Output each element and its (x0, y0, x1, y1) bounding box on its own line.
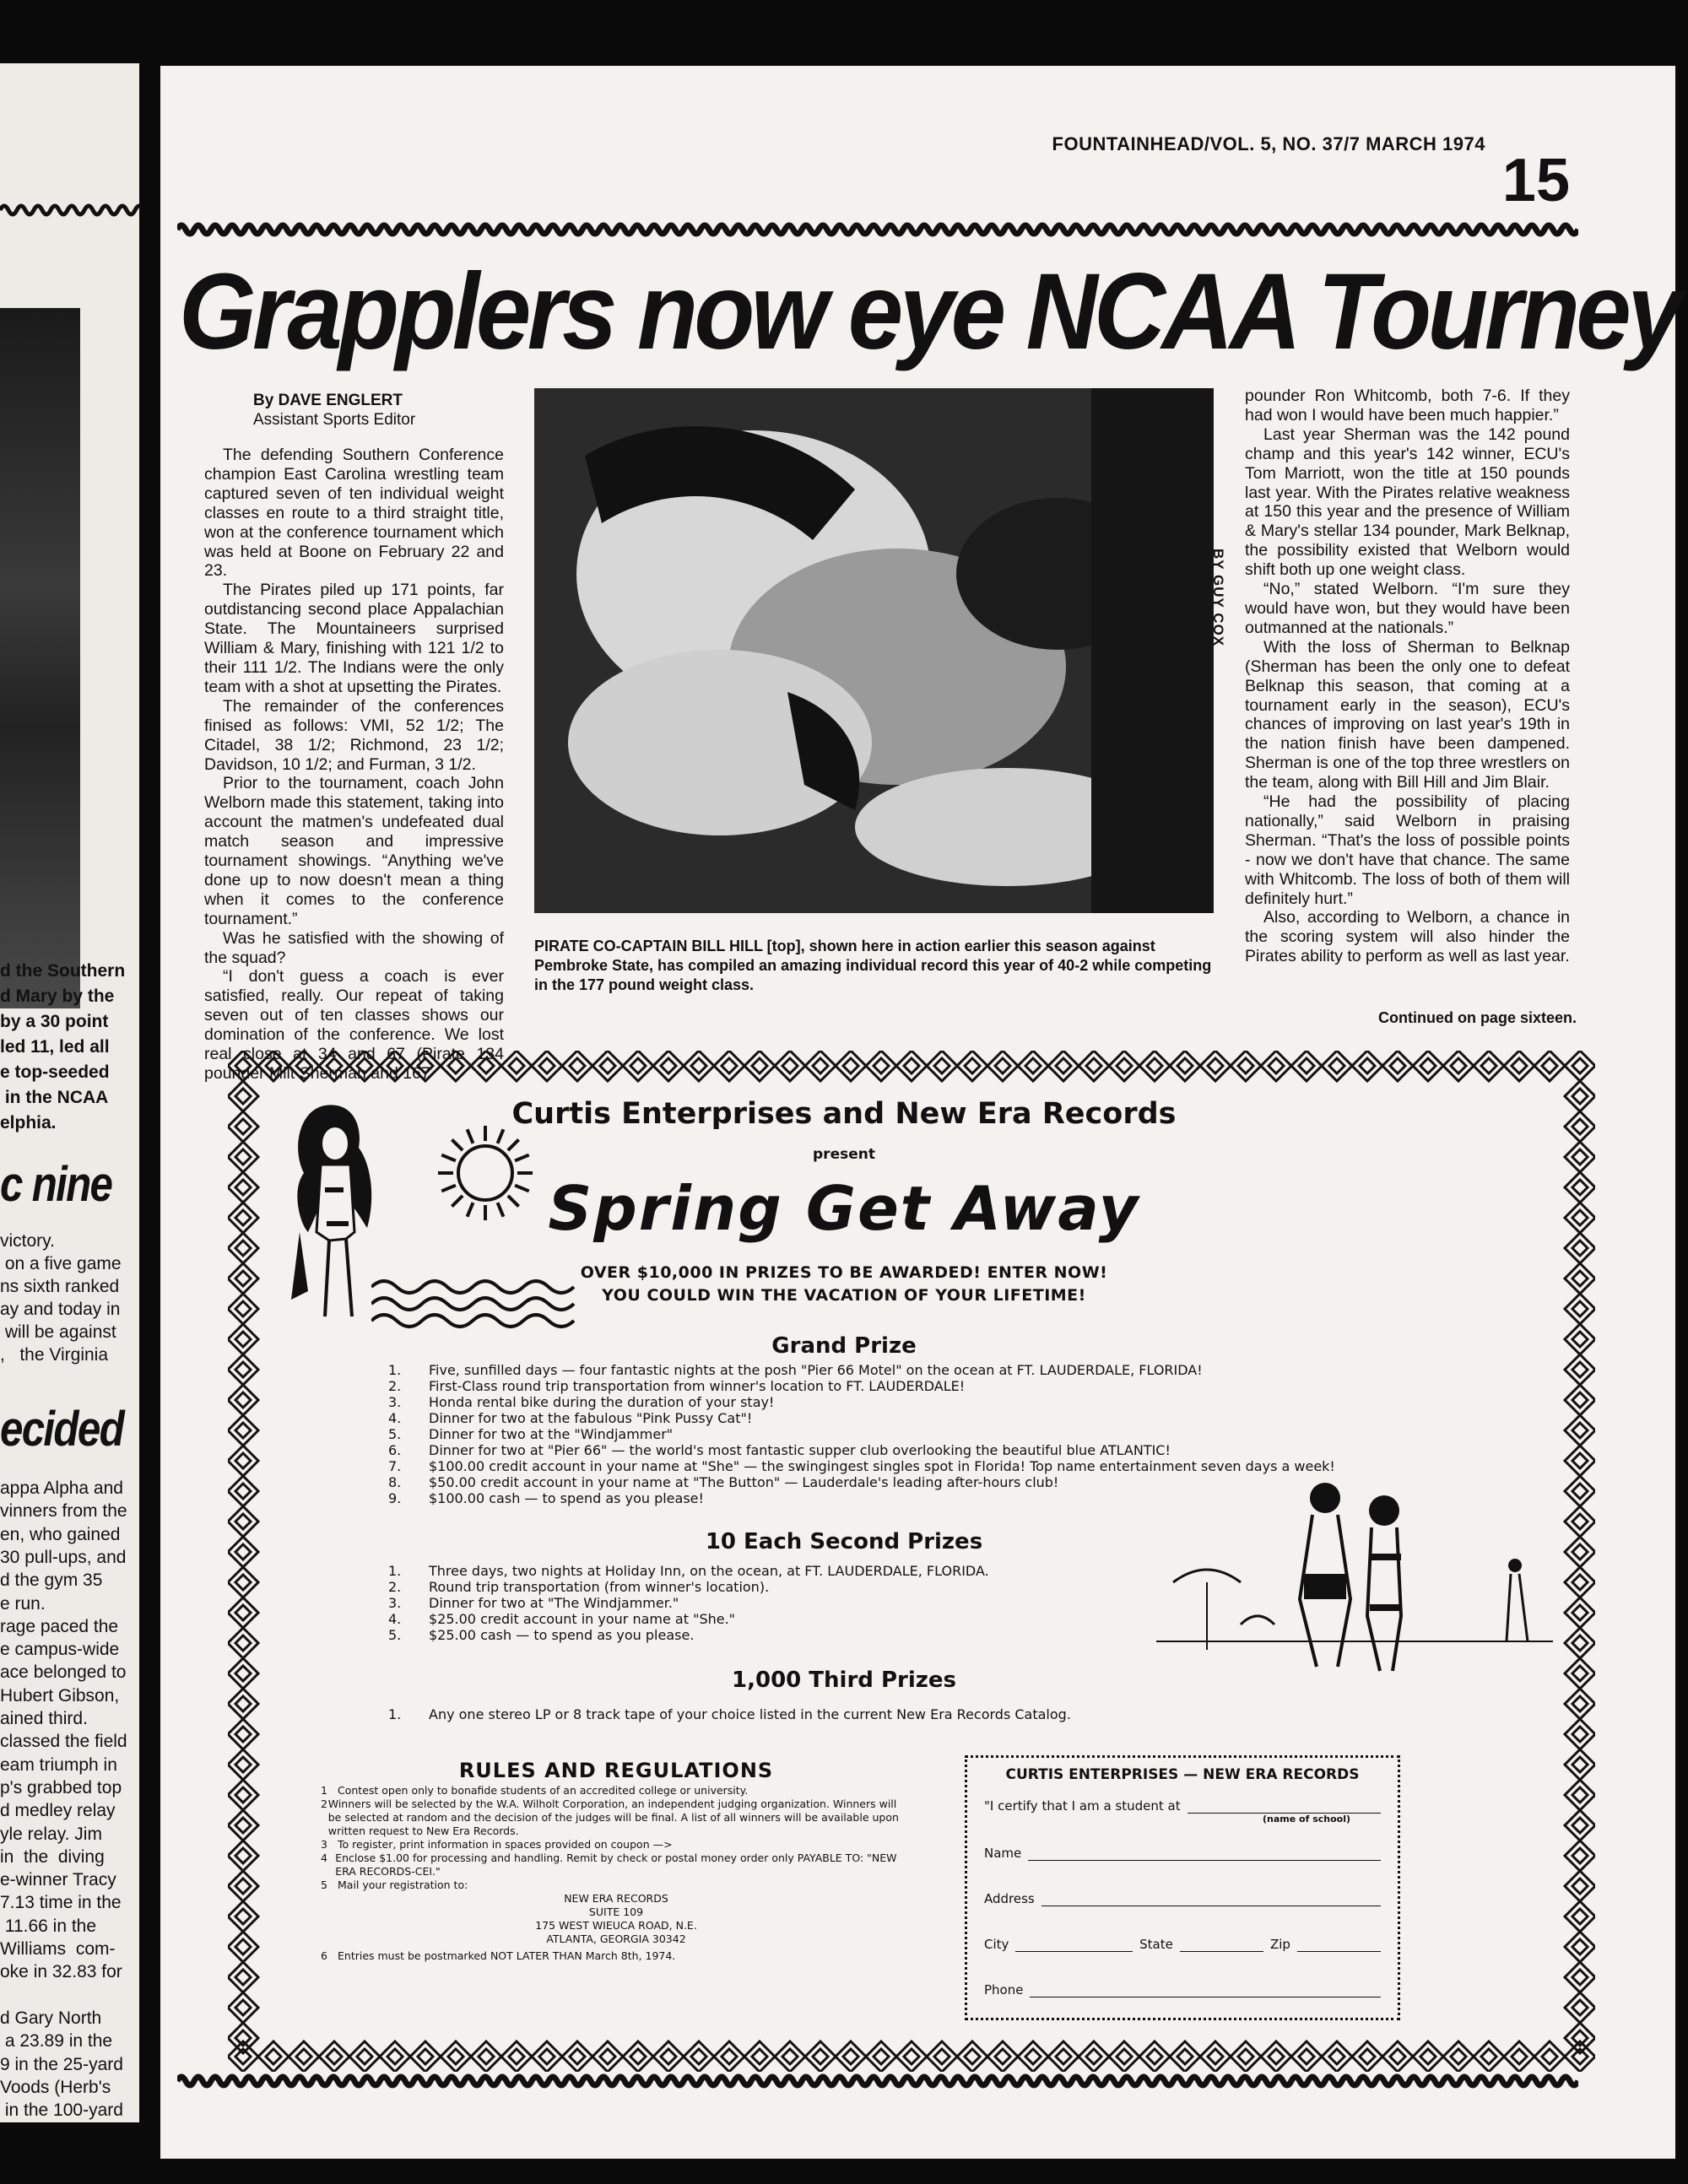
text-line: Hubert Gibson, (0, 1685, 120, 1706)
text-line: yle relay. Jim (0, 1824, 102, 1844)
text-line: in the diving (0, 1846, 105, 1867)
top-wavy-rule (177, 218, 1578, 241)
address-line: SUITE 109 (588, 1906, 644, 1918)
article-column-1 (204, 446, 504, 1084)
paragraph: The remainder of the conferences finised as follows: VMI, 52 1/2; The Citadel, 38 1/2; Richmond, 23 1/2; Davidson, 10 1/2; and Furman, 3 1/2. (204, 696, 504, 774)
byline (253, 391, 415, 430)
paragraph: The Pirates piled up 171 points, far outdistancing second place Appalachian State. The Mountaineers surprised William & Mary, finishing with 121 1/2 to their 111 1/2. The Indians were the only team with a shot at upsetting the Pirates. (204, 581, 504, 696)
prize-item: 1. Three days, two nights at Holiday Inn, on the ocean, at FT. LAUDERDALE, FLORIDA. (388, 1563, 989, 1579)
ad-present: present (813, 1146, 875, 1163)
mailing-address (321, 1892, 912, 1946)
continued-note: Continued on page sixteen. (1377, 1009, 1577, 1026)
rule-item: 4 Enclose $1.00 for processing and handling. Remit by check or postal money order only PAYABLE TO: "NEW ERA RECORDS-CEI." (321, 1852, 897, 1878)
paragraph: “He had the possibility of placing nationally,” said Welborn in praising Sherman. “That's the loss of possible points - now we don't have that chance. The same with Whitcomb. The loss of both of them will definitely hurt.” (1245, 792, 1570, 908)
text-line: , the Virginia (0, 1345, 109, 1365)
rule-item: 2 Winners will be selected by the W.A. Wilholt Corporation, an independent judging organization. Winners will be selected at random and the decision of the judges will be final. A list of all winners will be available upon written request to New Era Records. (321, 1797, 899, 1837)
phone-label: Phone (984, 1982, 1024, 1997)
zip-label: Zip (1269, 1937, 1290, 1952)
prize-item: 5. Dinner for two at the "Windjammer" (388, 1426, 674, 1442)
beach-couple-illustration (1156, 1473, 1553, 1675)
byline-name: By DAVE ENGLERT (253, 392, 403, 409)
rule-6: Entries must be postmarked NOT LATER THAN March 8th, 1974. (338, 1949, 676, 1962)
name-field[interactable] (1028, 1848, 1381, 1861)
text-line: ay and today in (0, 1300, 121, 1319)
phone-field[interactable] (1030, 1985, 1381, 1997)
text-line: on a five game (0, 1254, 122, 1273)
text-line: ained third. (0, 1709, 88, 1728)
paragraph: The defending Southern Conference champion East Carolina wrestling team captured seven of ten individual weight classes en route to a third straight title, won at the conference tournament which was held at Boone on February 22 and 23. (204, 446, 504, 581)
state-field[interactable] (1180, 1939, 1263, 1952)
text-line: in the NCAA (0, 1088, 109, 1107)
page-number: 15 (1501, 147, 1570, 214)
text-line: ace belonged to (0, 1662, 127, 1683)
paragraph: pounder Ron Whitcomb, both 7-6. If they had won I would have been much happier.” (1245, 387, 1570, 424)
prize-item: 4. Dinner for two at the fabulous "Pink Pussy Cat"! (388, 1410, 753, 1426)
address-label: Address (984, 1891, 1035, 1906)
text-line: d medley relay (0, 1801, 116, 1821)
name-label: Name (984, 1846, 1022, 1861)
folio-line: FOUNTAINHEAD/VOL. 5, NO. 37/7 MARCH 1974 (1052, 133, 1485, 154)
text-line: d the gym 35 (0, 1570, 103, 1591)
ad-title: Spring Get Away (548, 1173, 1140, 1244)
text-line: oke in 32.83 for (0, 1962, 122, 1982)
ad-line-1: OVER $10,000 IN PRIZES TO BE AWARDED! ENTER NOW! (580, 1263, 1108, 1282)
zip-field[interactable] (1297, 1939, 1381, 1952)
third-prize-list (388, 1706, 1071, 1722)
text-line: en, who gained (0, 1524, 121, 1544)
paragraph: Prior to the tournament, coach John Welborn made this statement, taking into account the matmen's undefeated dual match season and impressive tournament showings. “Anything we've done up to now doesn't mean a thing when it comes to the conference tournament.” (204, 774, 504, 928)
city-label: City (984, 1937, 1009, 1952)
entry-coupon (965, 1755, 1400, 2020)
prize-item: 4. $25.00 credit account in your name at "She." (388, 1611, 736, 1627)
text-line: p's grabbed top (0, 1777, 122, 1797)
text-line: 7.13 time in the (0, 1893, 122, 1913)
left-adjacent-page (0, 63, 139, 2122)
text-line: 9 in the 25-yard (0, 2054, 123, 2074)
second-prize-list (388, 1563, 989, 1643)
prize-item: 6. Dinner for two at "Pier 66" — the world's most fantastic supper club overlooking the beautiful blue ATLANTIC! (388, 1442, 1171, 1458)
city-field[interactable] (1015, 1939, 1133, 1952)
text-line: d the Southern (0, 961, 126, 981)
paragraph: Last year Sherman was the 142 pound champ and this year's 142 winner, ECU's Tom Marriott, won the title at 150 pounds last year. With the Pirates relative weakness at 150 this year and the presence of William & Mary's stellar 134 pounder, Mark Belknap, the possibility existed that Welborn would shift both up one weight class. (1245, 424, 1570, 580)
byline-title: Assistant Sports Editor (253, 411, 416, 429)
ad-line-2: YOU COULD WIN THE VACATION OF YOUR LIFETIME! (602, 1286, 1086, 1305)
photo-credit: BY GUY COX (1210, 549, 1226, 647)
rule-item: 3 To register, print information in spaces provided on coupon —> (321, 1838, 673, 1851)
text-line: rage paced the (0, 1616, 119, 1636)
text-line: e-winner Tracy (0, 1870, 116, 1890)
text-line: vinners from the (0, 1501, 127, 1522)
left-page-headline-1: c nine (0, 1157, 112, 1212)
rule-item: 1 Contest open only to bonafide students of an accredited college or university. (321, 1784, 749, 1797)
address-line: 175 WEST WIEUCA ROAD, N.E. (535, 1919, 697, 1932)
state-label: State (1139, 1937, 1173, 1952)
address-field[interactable] (1041, 1894, 1381, 1906)
text-line: Williams com- (0, 1939, 116, 1959)
school-note: (name of school) (1263, 1814, 1351, 1825)
rules-list (321, 1784, 912, 1892)
text-line: 11.66 in the (0, 1916, 97, 1936)
coupon-title: CURTIS ENTERPRISES — NEW ERA RECORDS (1005, 1766, 1360, 1783)
text-line: d Gary North (0, 2008, 102, 2028)
paragraph: With the loss of Sherman to Belknap (Sherman has been the only one to defeat Belknap this season, that coming at a tournament early in the season), ECU's chances of improving on last year's 19th in the nation finish have been dampened. Sherman is one of the top three wrestlers on the team, along with Bill Hill and Jim Blair. (1245, 637, 1570, 792)
prize-item: 3. Dinner for two at "The Windjammer." (388, 1595, 679, 1611)
rules-section: RULES AND REGULATIONS 1 Contest open only to bonafide students of an accredited college or university. 2 Winners will be selected by the W.A. Wilholt Corporation, an independent judging organization. Winners will be selected at random and the decision of the judges will be final. A list of all winners will be available upon written request to New Era Records. 3 To register, print information in spaces provided on coupon —> 4 Enclose $1.00 for processing and handling. Remit by check or postal money order only PAYABLE TO: "NEW ERA RECORDS-CEI." 5 Mail your registration to: NEW ERA RECORDS SUITE 109 175 WEST WIEUCA ROAD, N.E. ATLANTA, GEORGIA 30342 6 Entries must be postmarked NOT LATER THAN March 8th, 1974. (321, 1764, 912, 1963)
paragraph: “I don't guess a coach is ever satisfied, really. Our repeat of taking seven out of ten classes shows our domination of the conference. We lost real close at 34 and 67 (Pirate 134 pounder Milt Sherman and 167 (204, 967, 504, 1083)
prize-item: 8. $50.00 credit account in your name at "The Button" — Lauderdale's leading after-hours club! (388, 1474, 1059, 1490)
paragraph: “No,” stated Welborn. “I'm sure they would have won, but they would have been outmanned at the nationals.” (1245, 580, 1570, 637)
text-line: e campus-wide (0, 1640, 120, 1660)
prize-item: 7. $100.00 credit account in your name at "She" — the swingingest singles spot in Florida! Top name entertainment seven days a week! (388, 1458, 1335, 1474)
photo-caption: PIRATE CO-CAPTAIN BILL HILL [top], shown here in action earlier this season against Pembroke State, has compiled an amazing individual record this year of 40-2 while competing in the 177 pound weight class. (534, 938, 1212, 993)
paragraph: Was he satisfied with the showing of the squad? (204, 928, 504, 967)
rules-heading: RULES AND REGULATIONS (458, 1759, 774, 1782)
left-page-photo (0, 308, 80, 1008)
decorative-wavy-rule (0, 200, 139, 220)
left-page-headline-2: ecided (0, 1402, 123, 1457)
prize-item: 5. $25.00 cash — to spend as you please. (388, 1627, 695, 1643)
text-line: in the 100-yard (0, 2100, 123, 2121)
text-line: elphia. (0, 1113, 57, 1133)
text-line: 30 pull-ups, and (0, 1547, 127, 1567)
article-column-3 (1245, 387, 1570, 966)
certify-label: "I certify that I am a student at (984, 1798, 1181, 1814)
text-line: will be against (0, 1322, 116, 1342)
third-prize-heading: 1,000 Third Prizes (732, 1668, 956, 1693)
school-field[interactable] (1188, 1801, 1381, 1814)
text-line: eam triumph in (0, 1754, 117, 1775)
second-prize-heading: 10 Each Second Prizes (705, 1529, 983, 1554)
text-line: e top-seeded (0, 1062, 110, 1082)
text-line: led 11, led all (0, 1037, 110, 1057)
rule-item: 5 Mail your registration to: (321, 1879, 468, 1891)
text-line: e run. (0, 1593, 46, 1614)
paragraph: Also, according to Welborn, a chance in the scoring system will also hinder the Pirates ability to perform as well as last year. (1245, 908, 1570, 966)
prize-item: 2. First-Class round trip transportation from winner's location to FT. LAUDERDALE! (388, 1378, 966, 1394)
address-line: ATLANTA, GEORGIA 30342 (546, 1933, 686, 1945)
text-line: classed the field (0, 1732, 127, 1752)
text-line: d Mary by the (0, 987, 115, 1006)
prize-item: 1. Five, sunfilled days — four fantastic nights at the posh "Pier 66 Motel" on the ocean at FT. LAUDERDALE, FLORIDA! (388, 1362, 1203, 1378)
grand-prize-heading: Grand Prize (771, 1333, 917, 1359)
prize-item: 1. Any one stereo LP or 8 track tape of your choice listed in the current New Era Records Catalog. (388, 1706, 1071, 1722)
wrestling-photo (534, 388, 1214, 913)
text-line: victory. (0, 1231, 55, 1251)
address-line: NEW ERA RECORDS (564, 1892, 668, 1905)
prize-item: 2. Round trip transportation (from winner's location). (388, 1579, 770, 1595)
prize-item: 3. Honda rental bike during the duration of your stay! (388, 1394, 775, 1410)
headline: Grapplers now eye NCAA Tourney (179, 251, 1680, 372)
text-line: ns sixth ranked (0, 1277, 120, 1296)
text-line: Voods (Herb's (0, 2077, 111, 2097)
text-line: a 23.89 in the (0, 2031, 113, 2052)
text-line: by a 30 point (0, 1012, 109, 1031)
text-line: appa Alpha and (0, 1479, 123, 1498)
ad-sponsor: Curtis Enterprises and New Era Records (511, 1097, 1177, 1131)
bottom-wavy-rule (177, 2069, 1578, 2093)
prize-item: 9. $100.00 cash — to spend as you please! (388, 1490, 704, 1506)
